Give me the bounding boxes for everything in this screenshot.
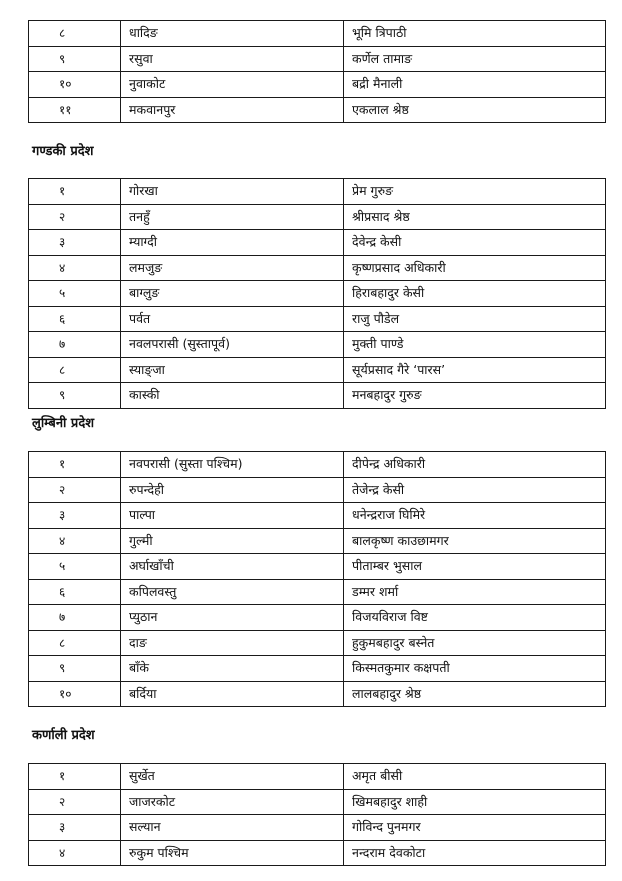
table-row [29,97,606,123]
row-number: ४ [29,255,121,281]
table-row [29,840,606,866]
table-row [29,452,606,478]
table-row [29,789,606,815]
row-number: ७ [29,332,121,358]
row-number: ५ [29,281,121,307]
person-name-cell: हिराबहादुर केसी [344,281,606,307]
person-name-cell: बालकृष्ण काउछामगर [344,528,606,554]
table-row [29,681,606,707]
person-name-cell: श्रीप्रसाद श्रेष्ठ [344,204,606,230]
district-cell: सुर्खेत [121,764,344,790]
person-name-cell: धनेन्द्रराज घिमिरे [344,503,606,529]
person-name-cell: गोविन्द पुनमगर [344,815,606,841]
person-name-cell: खिमबहादुर शाही [344,789,606,815]
district-cell: जाजरकोट [121,789,344,815]
person-name-cell: कृष्णप्रसाद अधिकारी [344,255,606,281]
row-number: ४ [29,840,121,866]
table-row [29,764,606,790]
table-row [29,656,606,682]
table-row [29,46,606,72]
district-cell: रुकुम पश्चिम [121,840,344,866]
district-cell: मकवानपुर [121,97,344,123]
row-number: ३ [29,230,121,256]
person-name-cell: पीताम्बर भुसाल [344,554,606,580]
person-name-cell: देवेन्द्र केसी [344,230,606,256]
table-section-gandaki [28,178,605,409]
row-number: ३ [29,815,121,841]
person-name-cell: कर्णेल तामाङ [344,46,606,72]
row-number: ११ [29,97,121,123]
person-name-cell: मनबहादुर गुरुङ [344,383,606,409]
district-cell: सल्यान [121,815,344,841]
row-number: ९ [29,46,121,72]
table-section-lumbini [28,451,605,707]
row-number: ८ [29,357,121,383]
district-cell: स्याङ्जा [121,357,344,383]
district-cell: पाल्पा [121,503,344,529]
row-number: ८ [29,630,121,656]
row-number: ८ [29,21,121,47]
table-row [29,605,606,631]
row-number: २ [29,204,121,230]
district-cell: लमजुङ [121,255,344,281]
person-name-cell: नन्दराम देवकोटा [344,840,606,866]
person-name-cell: लालबहादुर श्रेष्ठ [344,681,606,707]
person-name-cell: विजयविराज विष्ट [344,605,606,631]
district-cell: प्युठान [121,605,344,631]
section-heading-karnali: कर्णाली प्रदेश [32,728,95,743]
row-number: ५ [29,554,121,580]
row-number: १ [29,452,121,478]
table-row [29,579,606,605]
row-number: २ [29,789,121,815]
person-name-cell: सूर्यप्रसाद गैरे ‘पारस’ [344,357,606,383]
district-cell: म्याग्दी [121,230,344,256]
person-name-cell: मुक्ती पाण्डे [344,332,606,358]
row-number: १ [29,179,121,205]
person-name-cell: किस्मतकुमार कक्षपती [344,656,606,682]
person-name-cell: दीपेन्द्र अधिकारी [344,452,606,478]
person-name-cell: अमृत बीसी [344,764,606,790]
table-row [29,21,606,47]
district-cell: कास्की [121,383,344,409]
table-row [29,332,606,358]
row-number: ६ [29,306,121,332]
table-row [29,815,606,841]
person-name-cell: तेजेन्द्र केसी [344,477,606,503]
person-name-cell: हुकुमबहादुर बस्नेत [344,630,606,656]
district-cell: दाङ [121,630,344,656]
section-heading-lumbini: लुम्बिनी प्रदेश [32,416,95,431]
table-row [29,528,606,554]
person-name-cell: डम्मर शर्मा [344,579,606,605]
table-row [29,477,606,503]
person-name-cell: भूमि त्रिपाठी [344,21,606,47]
table-row [29,630,606,656]
district-table [28,20,606,123]
person-name-cell: एकलाल श्रेष्ठ [344,97,606,123]
table-row [29,383,606,409]
table-row [29,306,606,332]
district-cell: नवलपरासी (सुस्तापूर्व) [121,332,344,358]
district-table [28,178,606,409]
district-cell: गुल्मी [121,528,344,554]
table-row [29,204,606,230]
district-table [28,763,606,866]
row-number: ९ [29,383,121,409]
row-number: ७ [29,605,121,631]
table-section-karnali [28,763,605,866]
district-cell: नुवाकोट [121,72,344,98]
district-cell: गोरखा [121,179,344,205]
row-number: १ [29,764,121,790]
person-name-cell: प्रेम गुरुङ [344,179,606,205]
table-row [29,230,606,256]
district-cell: बाँके [121,656,344,682]
district-cell: अर्घाखाँची [121,554,344,580]
row-number: ९ [29,656,121,682]
row-number: २ [29,477,121,503]
row-number: १० [29,681,121,707]
table-row [29,255,606,281]
table-row [29,281,606,307]
district-cell: रुपन्देही [121,477,344,503]
section-heading-gandaki: गण्डकी प्रदेश [32,144,94,159]
district-cell: धादिङ [121,21,344,47]
district-cell: बाग्लुङ [121,281,344,307]
district-cell: नवपरासी (सुस्ता पश्चिम) [121,452,344,478]
table-row [29,72,606,98]
district-cell: बर्दिया [121,681,344,707]
table-section-0 [28,20,605,123]
table-row [29,554,606,580]
district-cell: कपिलवस्तु [121,579,344,605]
row-number: ३ [29,503,121,529]
person-name-cell: बद्री मैनाली [344,72,606,98]
district-cell: रसुवा [121,46,344,72]
table-row [29,357,606,383]
district-table [28,451,606,707]
table-row [29,503,606,529]
district-cell: तनहुँ [121,204,344,230]
row-number: १० [29,72,121,98]
district-cell: पर्वत [121,306,344,332]
row-number: ६ [29,579,121,605]
person-name-cell: राजु पौडेल [344,306,606,332]
table-row [29,179,606,205]
row-number: ४ [29,528,121,554]
